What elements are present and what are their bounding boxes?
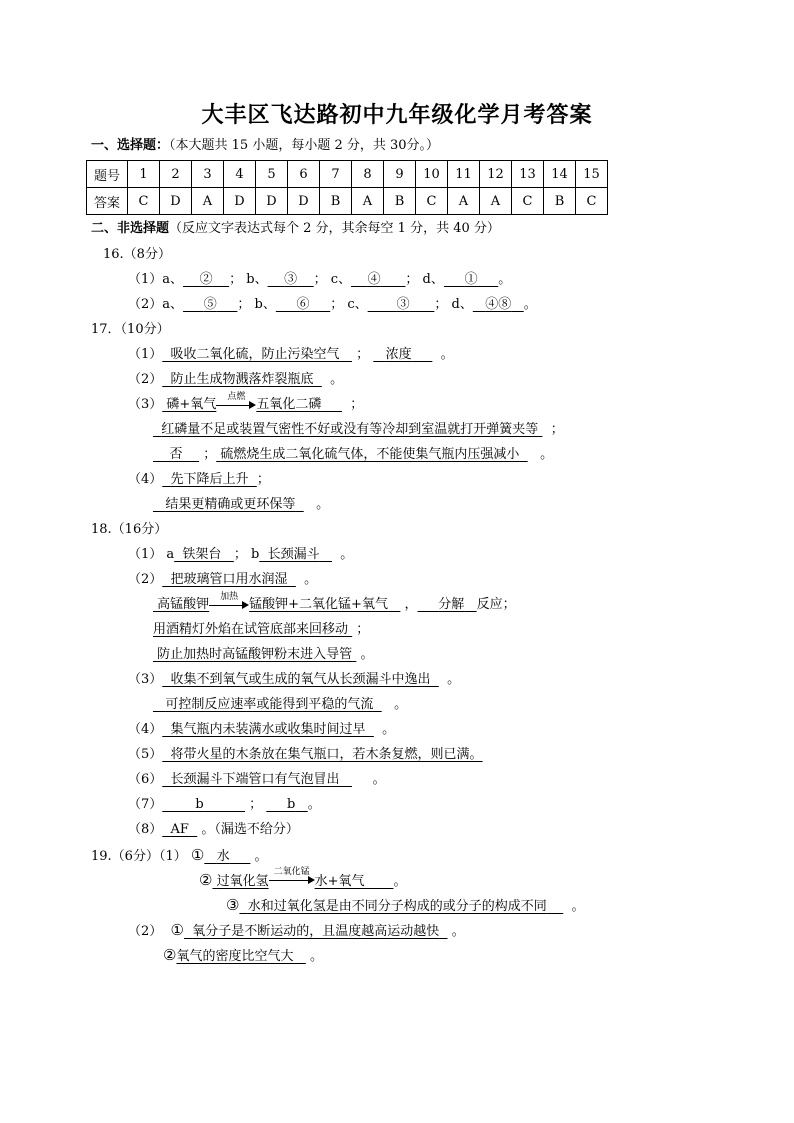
answer-text: 防止生成物溅落炸裂瓶底 (170, 372, 314, 387)
answer-text: 收集不到氧气或生成的氧气从长颈漏斗中逸出 (170, 672, 431, 687)
table-cell: C (576, 188, 608, 215)
table-cell: C (416, 188, 448, 215)
answer-b: ③ (284, 272, 298, 287)
q19-heading: 19.（6分）（1） (91, 849, 187, 864)
answer-text: 氧气的密度比空气大 (176, 949, 294, 964)
answer-a: b (195, 797, 204, 812)
end: ； (350, 397, 364, 412)
end: 。 (440, 347, 454, 362)
section2-heading (91, 220, 500, 238)
row-label-numbers: 题号 (87, 161, 128, 188)
end: 。 (340, 547, 354, 562)
end: 反应； (476, 597, 516, 612)
answer-b: b (286, 797, 296, 812)
sep: ； b、 (237, 297, 276, 312)
products: 水+氧气 (314, 874, 365, 889)
q17-line7 (153, 496, 329, 514)
prefix: （6） (128, 772, 163, 787)
end: 。 (523, 297, 537, 312)
end: 。 (571, 899, 585, 914)
q18-line2 (128, 571, 317, 589)
q19-line5 (163, 946, 323, 966)
section2-desc: （反应文字表达式每个 2 分，其余每空 1 分，共 40 分） (169, 221, 500, 236)
end: 。 (307, 797, 321, 812)
q18-line3 (153, 592, 516, 614)
reaction-condition: 加热 (220, 592, 239, 602)
end: 。 (447, 672, 461, 687)
reaction-arrow (269, 867, 315, 889)
table-cell: D (224, 188, 256, 215)
section2-label: 二、非选择题 (91, 221, 170, 236)
answer-table (86, 160, 608, 215)
item-number: ③ (226, 896, 240, 914)
end: 。 (382, 722, 396, 737)
reaction-arrow (216, 392, 256, 414)
item-number: ② (199, 871, 213, 889)
table-cell: 11 (448, 161, 480, 188)
prefix: （3） (128, 397, 163, 412)
answer-text: 水和过氧化氢是由不同分子构成的或分子的构成不同 (247, 899, 547, 914)
answer-d: ① (464, 272, 478, 287)
end: 。 (394, 697, 408, 712)
q16-heading: 16.（8分） (103, 247, 171, 262)
table-cell: D (160, 188, 192, 215)
answer-text: 氧分子是不断运动的，且温度越高运动越快 (192, 924, 440, 939)
table-cell: 6 (288, 161, 320, 188)
item-number: ① (190, 846, 205, 864)
prefix: （2）a、 (128, 297, 184, 312)
prefix: （5） (128, 747, 163, 762)
table-cell: 10 (416, 161, 448, 188)
prefix: （4） (128, 472, 163, 487)
prefix: （7） (128, 797, 163, 812)
sep: ； c、 (330, 297, 368, 312)
answer-c: ④ (367, 272, 381, 287)
reaction-condition: 点燃 (227, 392, 246, 402)
q18-line1 (128, 546, 353, 564)
sep: ； b、 (229, 272, 268, 287)
prefix: （8） (128, 822, 163, 837)
answer-a: ⑤ (203, 297, 217, 312)
sep: ； b (233, 547, 260, 562)
section1-heading (91, 137, 439, 155)
q19-line3 (226, 896, 585, 916)
q18-line8 (128, 721, 395, 739)
answer-d: ④⑧ (485, 297, 512, 312)
prefix: （2） (128, 572, 163, 587)
table-cell: 5 (256, 161, 288, 188)
end: 。 (330, 372, 344, 387)
table-cell: A (352, 188, 384, 215)
prefix: （1） a (128, 547, 175, 562)
answer-text: 长颈漏斗下端管口有气泡冒出 (170, 772, 340, 787)
table-cell: 14 (544, 161, 576, 188)
answer-b: ⑥ (296, 297, 310, 312)
q19-line2 (199, 867, 407, 891)
prefix: （2） (128, 924, 163, 939)
products: 五氧化二磷 (256, 397, 322, 412)
table-cell: 7 (320, 161, 352, 188)
answer-text: 将带火星的木条放在集气瓶口，若木条复燃，则已满。 (170, 747, 483, 762)
table-cell: A (480, 188, 512, 215)
end: 。 (540, 447, 554, 462)
table-cell: B (384, 188, 416, 215)
prefix: （4） (128, 722, 163, 737)
answer-a: ② (199, 272, 213, 287)
end: 。（漏选不给分） (201, 822, 299, 837)
prefix: （2） (128, 372, 163, 387)
q18-line7 (153, 696, 407, 714)
answer-text: 硫燃烧生成二氧化硫气体，不能使集气瓶内压强减小 (220, 447, 520, 462)
q17-line5 (153, 446, 553, 464)
end: ； (256, 472, 270, 487)
table-cell: 12 (480, 161, 512, 188)
sep: ； (356, 347, 370, 362)
q16-line2 (128, 296, 537, 314)
reaction-arrow (209, 592, 249, 614)
reactants: 高锰酸钾 (157, 597, 210, 612)
table-row-numbers (87, 161, 608, 188)
equation (162, 397, 216, 412)
table-cell: 4 (224, 161, 256, 188)
end: 。 (451, 924, 465, 939)
end: 。 (360, 647, 374, 662)
end: 。 (304, 572, 318, 587)
table-cell: D (256, 188, 288, 215)
end: ； (550, 422, 564, 437)
item-number: ② (163, 946, 177, 964)
reaction-condition: 二氧化锰 (273, 867, 310, 877)
q17-line4 (153, 421, 564, 439)
sep: ； (203, 447, 217, 462)
q18-line6 (128, 671, 460, 689)
end: 。 (372, 772, 386, 787)
q19-line1 (91, 846, 268, 866)
table-cell: B (544, 188, 576, 215)
answer-text: 把玻璃管口用水润湿 (170, 572, 288, 587)
answer-c: ③ (396, 297, 410, 312)
table-cell: C (512, 188, 544, 215)
q17-line1 (128, 346, 454, 364)
table-cell: 3 (192, 161, 224, 188)
answer-text: 水 (216, 849, 230, 864)
table-cell: D (288, 188, 320, 215)
q16-line1 (128, 271, 511, 289)
table-cell: A (192, 188, 224, 215)
sep: ， (404, 597, 418, 612)
answer-text: AF (170, 822, 189, 837)
q17-line3 (128, 392, 364, 414)
prefix: （1） (128, 347, 163, 362)
answer-text: 结果更精确或更环保等 (165, 497, 296, 512)
answer-text: 分解 (438, 597, 465, 612)
sep: ； d、 (405, 272, 444, 287)
prefix: （1）a、 (128, 272, 184, 287)
equation (212, 874, 268, 889)
table-cell: B (320, 188, 352, 215)
end: 。 (316, 497, 330, 512)
table-cell: C (128, 188, 160, 215)
reactants: 磷+氧气 (166, 397, 217, 412)
section1-label: 一、选择题： (91, 138, 170, 153)
q17-heading: 17．（10分） (91, 322, 170, 337)
q18-line11 (128, 796, 321, 814)
answer-text: 集气瓶内未装满水或收集时间过早 (170, 722, 366, 737)
table-cell: A (448, 188, 480, 215)
answer-text: 否 (169, 447, 183, 462)
table-cell: 1 (128, 161, 160, 188)
row-label-answers: 答案 (87, 188, 128, 215)
q18-line12 (128, 821, 299, 839)
answer-text: 可控制反应速率或能得到平稳的气流 (165, 697, 374, 712)
sep: ； (249, 797, 263, 812)
q19-line4 (128, 921, 465, 941)
q18-line4 (153, 621, 369, 639)
table-cell: 2 (160, 161, 192, 188)
q18-heading: 18.（16分） (91, 522, 168, 537)
q17-line2 (128, 371, 343, 389)
q18-line10 (128, 771, 386, 789)
answer-text: 先下降后上升 (170, 472, 249, 487)
answer-text: 吸收二氧化硫，防止污染空气 (170, 347, 340, 362)
table-row-answers (87, 188, 608, 215)
end: 。 (393, 874, 407, 889)
reactants: 过氧化氢 (216, 874, 269, 889)
section1-desc: （本大题共 15 小题，每小题 2 分，共 30分。） (169, 138, 440, 153)
answer-text: 防止加热时高锰酸钾粉末进入导管 (157, 647, 353, 662)
end: ； (356, 622, 370, 637)
products: 锰酸钾+二氧化锰+氧气 (249, 597, 388, 612)
end: 。 (498, 272, 512, 287)
q18-line5 (153, 646, 373, 664)
sep: ； c、 (313, 272, 352, 287)
table-cell: 9 (384, 161, 416, 188)
q18-line9 (128, 746, 483, 764)
end: 。 (310, 949, 324, 964)
answer-text: 用酒精灯外焰在试管底部来回移动 (153, 622, 349, 637)
equation (153, 597, 209, 612)
answer-text: 浓度 (385, 347, 412, 362)
table-cell: 8 (352, 161, 384, 188)
answer-b: 长颈漏斗 (267, 547, 320, 562)
table-cell: 13 (512, 161, 544, 188)
page-title: 大丰区飞达路初中九年级化学月考答案 (201, 102, 593, 128)
prefix: （3） (128, 672, 163, 687)
table-cell: 15 (576, 161, 608, 188)
answer-text: 红磷量不足或装置气密性不好或没有等冷却到室温就打开弹簧夹等 (161, 422, 539, 437)
q17-line6 (128, 471, 270, 489)
sep: ； d、 (434, 297, 473, 312)
end: 。 (254, 849, 268, 864)
answer-a: 铁架台 (182, 547, 222, 562)
item-number: ① (170, 921, 184, 939)
